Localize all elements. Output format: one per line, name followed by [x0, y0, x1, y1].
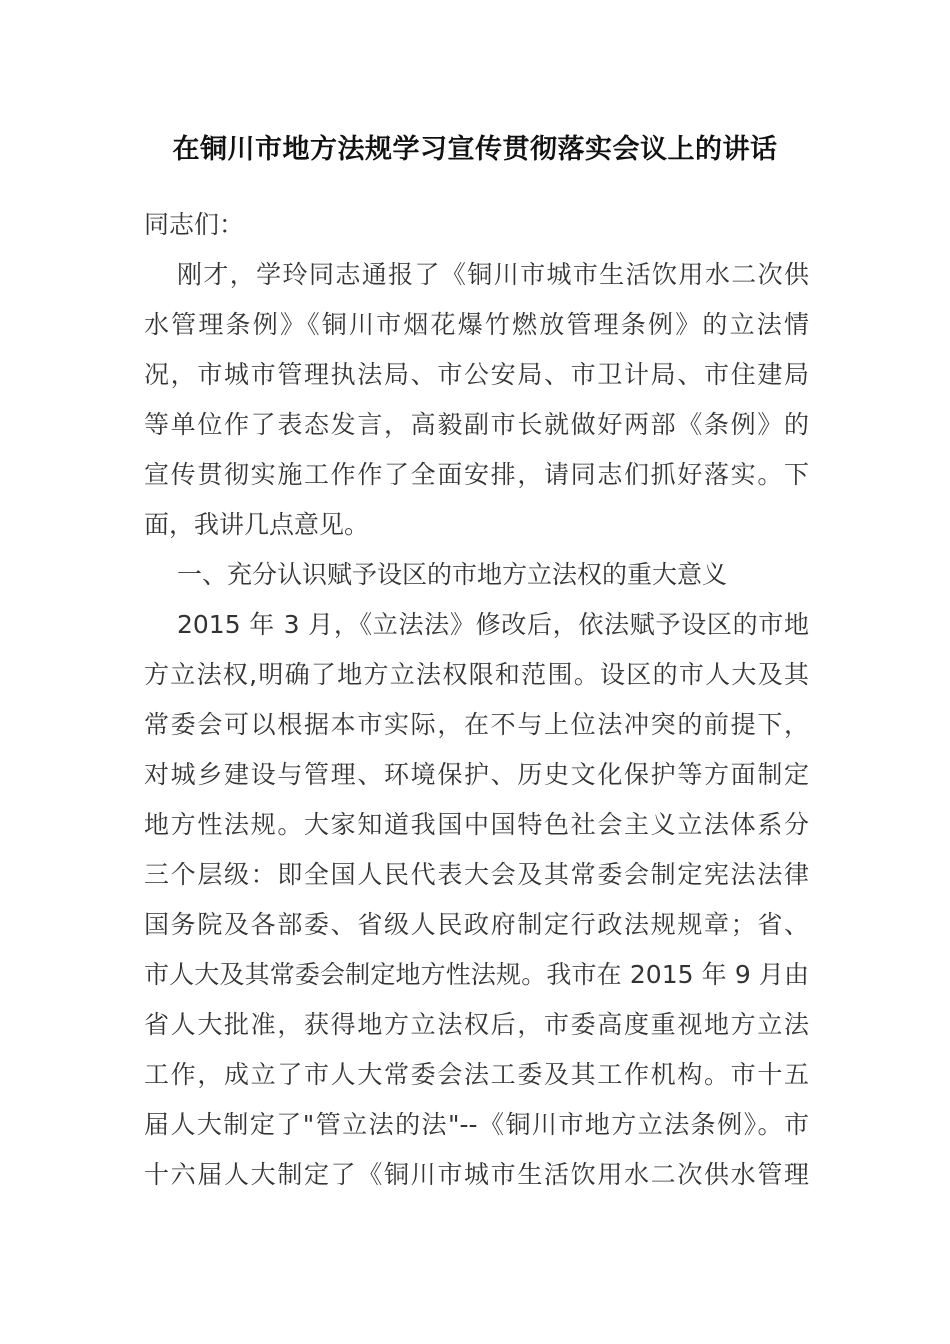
- document-title: 在铜川市地方法规学习宣传贯彻落实会议上的讲话: [172, 134, 778, 165]
- paragraph-line: 方立法权,明确了地方立法权限和范围。设区的市人大及其: [144, 660, 809, 689]
- section-heading: 一、充分认识赋予设区的市地方立法权的重大意义: [177, 560, 728, 589]
- paragraph-line: 况，市城市管理执法局、市公安局、市卫计局、市住建局: [144, 360, 809, 389]
- paragraph-line: 宣传贯彻实施工作作了全面安排，请同志们抓好落实。下: [144, 460, 809, 489]
- paragraph-line: 市人大及其常委会制定地方性法规。我市在 2015 年 9 月由: [144, 960, 809, 989]
- paragraph-line: 2015 年 3 月，《立法法》修改后，依法赋予设区的市地: [177, 610, 809, 639]
- document-body: [144, 200, 809, 1200]
- paragraph-line: 十六届人大制定了《铜川市城市生活饮用水二次供水管理: [144, 1160, 809, 1189]
- paragraph-line: 水管理条例》《铜川市烟花爆竹燃放管理条例》的立法情: [144, 310, 809, 339]
- paragraph-line: 省人大批准，获得地方立法权后，市委高度重视地方立法: [144, 1010, 809, 1039]
- paragraph-line: 地方性法规。大家知道我国中国特色社会主义立法体系分: [144, 810, 809, 839]
- paragraph-line: 工作，成立了市人大常委会法工委及其工作机构。市十五: [144, 1060, 809, 1089]
- salutation-line: 同志们：: [144, 210, 245, 239]
- paragraph-line: 国务院及各部委、省级人民政府制定行政法规规章；省、: [144, 910, 809, 939]
- paragraph-line: 三个层级：即全国人民代表大会及其常委会制定宪法法律: [144, 860, 809, 889]
- paragraph-line: 对城乡建设与管理、环境保护、历史文化保护等方面制定: [144, 760, 809, 789]
- paragraph-line: 等单位作了表态发言，高毅副市长就做好两部《条例》的: [144, 410, 809, 439]
- paragraph-line: 届人大制定了"管立法的法"--《铜川市地方立法条例》。市: [144, 1110, 809, 1139]
- paragraph-line: 刚才，学玲同志通报了《铜川市城市生活饮用水二次供: [177, 260, 809, 289]
- paragraph-line: 面，我讲几点意见。: [144, 510, 370, 539]
- paragraph-line: 常委会可以根据本市实际，在不与上位法冲突的前提下，: [144, 710, 809, 739]
